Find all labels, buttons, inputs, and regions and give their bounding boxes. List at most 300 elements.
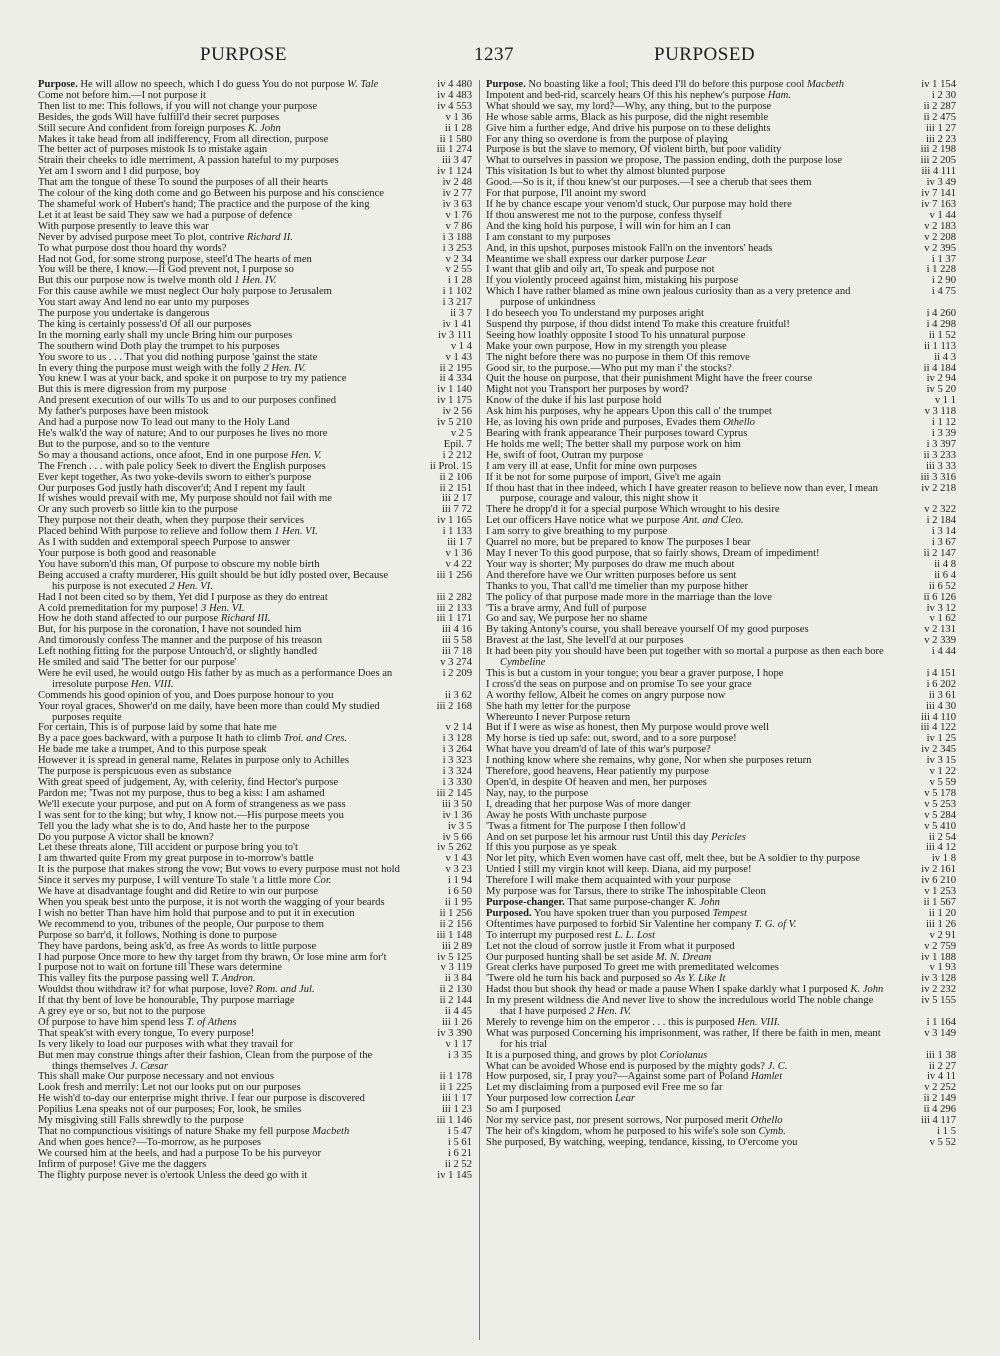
act-scene-line-reference: ii 2 475 bbox=[923, 111, 956, 123]
concordance-entry bbox=[38, 1171, 472, 1182]
play-title: Macbeth bbox=[806, 80, 845, 90]
headword: Purpose-changer. bbox=[486, 896, 565, 908]
act-scene-line-reference: iv 2 56 bbox=[442, 406, 472, 418]
play-title: Othello bbox=[723, 417, 755, 429]
quotation-text: In my present wildness die And never live to show the incredulous world The noble change that I have purposed bbox=[486, 995, 874, 1018]
quotation-text: Merely to revenge him on the emperor . . . this is purposed bbox=[486, 1016, 735, 1028]
quotation-text: You swore to us . . . That you did nothing purpose 'gainst the state bbox=[38, 351, 318, 363]
play-title: K. John bbox=[686, 896, 720, 908]
act-scene-line-reference: ii 4 8 bbox=[934, 558, 956, 570]
play-title: Lear bbox=[614, 1093, 635, 1105]
play-title: Macbeth bbox=[312, 1126, 350, 1137]
quotation-text: The better act of purposes mistook Is to mistake again bbox=[38, 144, 268, 156]
quotation-text: You have spoken truer than you purposed bbox=[533, 907, 710, 919]
quotation-text: Purpose is but the slave to memory, Of violent birth, but poor validity bbox=[486, 144, 782, 156]
quotation-text: This valley fits the purpose passing well bbox=[38, 973, 209, 985]
act-scene-line-reference: i 4 298 bbox=[926, 318, 956, 330]
quotation-text: And when goes hence?—To-morrow, as he purposes bbox=[38, 1136, 262, 1148]
quotation-text: The colour of the king doth come and go Between his purpose and his conscience bbox=[38, 188, 384, 200]
act-scene-line-reference: v 5 59 bbox=[929, 777, 956, 788]
act-scene-line-reference: ii 6 126 bbox=[923, 591, 956, 603]
act-scene-line-reference: ii 2 27 bbox=[928, 1060, 956, 1072]
act-scene-line-reference: Epil. 7 bbox=[443, 438, 472, 450]
quotation-text: 'Twere old he turn his back and purposed so bbox=[486, 973, 672, 985]
quotation-text: Make your own purpose, How in my strength you please bbox=[486, 340, 727, 352]
quotation-text: They have pardons, being ask'd, as free As words to little purpose bbox=[38, 940, 317, 952]
quotation-text: Thanks to you, That call'd me timelier than my purpose hither bbox=[486, 580, 749, 592]
act-scene-line-reference: iii 1 146 bbox=[436, 1115, 472, 1127]
quotation-text: I am very ill at ease, Unfit for mine own purposes bbox=[486, 460, 697, 472]
quotation-text: Meantime we shall express our darker purpose bbox=[486, 253, 684, 265]
quotation-text: By a pace goes backward, with a purpose It hath to climb bbox=[38, 733, 281, 745]
play-title: Hen. VIII. bbox=[737, 1016, 780, 1028]
play-title: K. John bbox=[850, 984, 884, 996]
act-scene-line-reference: iv 2 94 bbox=[926, 373, 956, 385]
quotation-text: Look fresh and merrily: Let not our looks put on our purposes bbox=[38, 1082, 301, 1094]
act-scene-line-reference: v 1 36 bbox=[445, 547, 472, 559]
quotation-text: With purpose presently to leave this war bbox=[38, 220, 209, 232]
quotation-text: Quarrel no more, but be prepared to know The purposes I bear bbox=[486, 537, 751, 549]
quotation-text: Let these threats alone, Till accident or purpose bring you to't bbox=[38, 842, 298, 854]
quotation-text: Placed behind With purpose to relieve and follow them bbox=[38, 526, 272, 538]
quotation-text: Your way is shorter; My purposes do draw me much about bbox=[486, 558, 735, 570]
play-title: Troi. and Cres. bbox=[283, 733, 348, 745]
quotation-text: It had been pity you should have been put together with so mortal a purpose as then each bore bbox=[486, 646, 884, 658]
quotation-text: The shameful work of Hubert's hand; The practice and the purpose of the king bbox=[38, 198, 370, 210]
act-scene-line-reference: iii 4 12 bbox=[925, 842, 956, 854]
act-scene-line-reference: ii 2 149 bbox=[923, 1093, 956, 1105]
act-scene-line-reference: ii 1 20 bbox=[928, 907, 956, 919]
act-scene-line-reference: i 3 323 bbox=[442, 755, 472, 767]
play-title: 3 Hen. VI. bbox=[201, 602, 245, 614]
act-scene-line-reference: v 5 284 bbox=[924, 809, 956, 821]
concordance-entry bbox=[486, 484, 956, 506]
act-scene-line-reference: iv 2 161 bbox=[921, 864, 956, 876]
quotation-text: My horse is tied up safe: out, sword, and to a sore purpose! bbox=[486, 733, 737, 745]
quotation-text: A worthy fellow, Albeit he comes on angry purpose now bbox=[486, 689, 726, 701]
quotation-text: Or any such proverb so little kin to the purpose bbox=[38, 504, 238, 516]
quotation-text: So may a thousand actions, once afoot, End in one purpose bbox=[38, 449, 289, 461]
quotation-text: The flighty purpose never is o'ertook Unless the deed go with it bbox=[38, 1169, 308, 1181]
act-scene-line-reference: v 2 34 bbox=[445, 253, 472, 265]
act-scene-line-reference: i 6 50 bbox=[447, 886, 472, 898]
headword: Purposed. bbox=[486, 907, 532, 919]
act-scene-line-reference: ii 1 113 bbox=[924, 340, 956, 352]
quotation-text: Still secure And confident from foreign purposes bbox=[38, 122, 246, 134]
act-scene-line-reference: v 1 93 bbox=[929, 962, 956, 974]
act-scene-line-reference: iv 1 140 bbox=[437, 384, 472, 396]
act-scene-line-reference: iv 4 483 bbox=[437, 89, 472, 101]
act-scene-line-reference: ii 2 52 bbox=[444, 1158, 472, 1170]
quotation-text: We recommend to you, tribunes of the people, Our purpose to them bbox=[38, 918, 324, 930]
quotation-text: Seeing how loathly opposite I stood To his unnatural purpose bbox=[486, 329, 746, 341]
act-scene-line-reference: v 2 183 bbox=[924, 220, 956, 232]
quotation-text: Ever kept together, As two yoke-devils sworn to either's purpose bbox=[38, 471, 312, 483]
quotation-text: How purposed, sir, I pray you?—Against some part of Poland bbox=[486, 1071, 749, 1083]
quotation-text: My misgiving still Falls shrewdly to the purpose bbox=[38, 1115, 244, 1127]
act-scene-line-reference: iii 4 111 bbox=[921, 166, 956, 178]
act-scene-line-reference: ii 2 156 bbox=[439, 918, 472, 930]
play-title: L. L. Lost bbox=[614, 929, 656, 941]
act-scene-line-reference: iii 2 133 bbox=[436, 602, 472, 614]
play-title: Richard III. bbox=[220, 613, 271, 625]
concordance-entry bbox=[38, 1051, 472, 1073]
act-scene-line-reference: ii 3 233 bbox=[923, 449, 956, 461]
act-scene-line-reference: iv 5 210 bbox=[437, 417, 472, 429]
play-title: Rom. and Jul. bbox=[255, 984, 315, 996]
concordance-entry bbox=[38, 702, 472, 724]
act-scene-line-reference: iv 1 25 bbox=[926, 733, 956, 745]
quotation-text: We have at disadvantage fought and did Retire to win our purpose bbox=[38, 886, 319, 898]
quotation-text: If you violently proceed against him, mistaking his purpose bbox=[486, 275, 739, 287]
quotation-text: Infirm of purpose! Give me the daggers bbox=[38, 1158, 207, 1170]
act-scene-line-reference: i 3 330 bbox=[442, 777, 472, 788]
quotation-text: And therefore have we Our written purposes before us sent bbox=[486, 569, 737, 581]
quotation-text: Pardon me; 'Twas not my purpose, thus to beg a kiss: I am ashamed bbox=[38, 787, 325, 799]
quotation-text: I, dreading that her purpose Was of more danger bbox=[486, 798, 691, 810]
act-scene-line-reference: v 2 252 bbox=[924, 1082, 956, 1094]
act-scene-line-reference: iv 2 345 bbox=[921, 744, 956, 756]
act-scene-line-reference: iv 5 262 bbox=[437, 842, 472, 854]
concordance-entry bbox=[486, 996, 956, 1018]
quotation-text: What have you dream'd of late of this war's purpose? bbox=[486, 744, 711, 756]
act-scene-line-reference: v 2 91 bbox=[929, 929, 956, 941]
concordance-entry bbox=[486, 1029, 956, 1051]
quotation-text: I am thwarted quite From my great purpose in to-morrow's battle bbox=[38, 853, 314, 865]
headword: Purpose. bbox=[486, 80, 526, 90]
act-scene-line-reference: iii 4 16 bbox=[441, 624, 472, 636]
act-scene-line-reference: ii 1 256 bbox=[439, 907, 472, 919]
quotation-text: But to the purpose, and so to the venture bbox=[38, 438, 210, 450]
quotation-text: He, swift of foot, Outran my purpose bbox=[486, 449, 644, 461]
act-scene-line-reference: ii 1 52 bbox=[928, 329, 956, 341]
act-scene-line-reference: ii 1 225 bbox=[439, 1082, 472, 1094]
quotation-text: Of purpose to have him spend less bbox=[38, 1016, 184, 1028]
play-title: 2 Hen. IV. bbox=[588, 1006, 632, 1018]
quotation-text: The purpose is perspicuous even as substance bbox=[38, 766, 232, 778]
quotation-text: For that purpose, I'll anoint my sword bbox=[486, 188, 646, 200]
act-scene-line-reference: v 1 44 bbox=[929, 209, 956, 221]
act-scene-line-reference: i 5 47 bbox=[447, 1126, 472, 1137]
act-scene-line-reference: ii 1 178 bbox=[439, 1071, 472, 1083]
act-scene-line-reference: ii 4 184 bbox=[923, 362, 956, 374]
act-scene-line-reference: i 1 228 bbox=[926, 264, 956, 276]
act-scene-line-reference: iv 2 77 bbox=[442, 188, 472, 200]
quotation-text: However it is spread in general name, Relates in purpose only to Achilles bbox=[38, 755, 349, 767]
act-scene-line-reference: iv 2 232 bbox=[921, 984, 956, 996]
quotation-text: Good.—So is it, if thou knew'st our purposes.—I see a cherub that sees them bbox=[486, 177, 812, 189]
quotation-text: That same purpose-changer bbox=[567, 896, 685, 908]
quotation-text: Impotent and bed-rid, scarcely hears Of this his nephew's purpose bbox=[486, 89, 766, 101]
play-title: Lear bbox=[686, 253, 707, 265]
quotation-text: But if I were as wise as honest, then My purpose would prove well bbox=[486, 722, 770, 734]
quotation-text: Quit the house on purpose, that their punishment Might have the freer course bbox=[486, 373, 813, 385]
play-title: Hamlet bbox=[750, 1071, 783, 1083]
quotation-text: When you speak best unto the purpose, it is not worth the wagging of your beards bbox=[38, 896, 385, 908]
act-scene-line-reference: v 2 395 bbox=[924, 242, 956, 254]
quotation-text: Nor my service past, nor present sorrows, Nor purposed merit bbox=[486, 1115, 749, 1127]
quotation-text: I was sent for to the king; but why, I know not.—His purpose meets you bbox=[38, 809, 344, 821]
act-scene-line-reference: iv 1 8 bbox=[931, 853, 956, 865]
act-scene-line-reference: ii 4 334 bbox=[439, 373, 472, 385]
act-scene-line-reference: iii 1 26 bbox=[925, 918, 956, 930]
act-scene-line-reference: iii 2 17 bbox=[441, 493, 472, 505]
act-scene-line-reference: iv 5 125 bbox=[437, 951, 472, 963]
act-scene-line-reference: v 1 4 bbox=[450, 340, 472, 352]
act-scene-line-reference: iii 1 148 bbox=[436, 929, 472, 941]
quotation-text: Your royal graces, Shower'd on me daily, have been more than could My studied purposes requite bbox=[38, 700, 380, 723]
act-scene-line-reference: v 1 76 bbox=[445, 209, 472, 221]
quotation-text: Our purposes God justly hath discover'd; And I repent my fault bbox=[38, 482, 306, 494]
act-scene-line-reference: ii 1 567 bbox=[923, 896, 956, 908]
act-scene-line-reference: iii 3 316 bbox=[920, 471, 956, 483]
quotation-text: A grey eye or so, but not to the purpose bbox=[38, 1006, 206, 1018]
act-scene-line-reference: iv 4 11 bbox=[926, 1071, 956, 1083]
header-left-keyword: PURPOSE bbox=[200, 44, 287, 65]
act-scene-line-reference: i 1 133 bbox=[442, 526, 472, 538]
quotation-text: Yet am I sworn and I did purpose, boy bbox=[38, 166, 201, 178]
act-scene-line-reference: i 3 397 bbox=[926, 438, 956, 450]
play-title: Cor. bbox=[313, 875, 332, 887]
act-scene-line-reference: i 1 94 bbox=[447, 875, 472, 887]
concordance-entry bbox=[486, 647, 956, 669]
quotation-text: This shall make Our purpose necessary and not envious bbox=[38, 1071, 274, 1083]
play-title: K. John bbox=[247, 122, 281, 134]
act-scene-line-reference: ii 4 45 bbox=[444, 1006, 472, 1018]
act-scene-line-reference: ii 2 147 bbox=[923, 547, 956, 559]
quotation-text: What should we say, my lord?—Why, any thing, but to the purpose bbox=[486, 100, 772, 112]
act-scene-line-reference: iii 1 38 bbox=[925, 1049, 956, 1061]
act-scene-line-reference: i 4 44 bbox=[931, 646, 956, 658]
act-scene-line-reference: v 3 23 bbox=[445, 864, 472, 876]
quotation-text: We coursed him at the heels, and had a purpose To be his purveyor bbox=[38, 1147, 321, 1159]
act-scene-line-reference: iii 1 7 bbox=[447, 537, 472, 549]
quotation-text: I nothing know where she remains, why gone, Nor when she purposes return bbox=[486, 755, 812, 767]
act-scene-line-reference: i 4 75 bbox=[931, 286, 956, 298]
quotation-text: She purposed, By watching, weeping, tendance, kissing, to O'ercome you bbox=[486, 1136, 798, 1148]
quotation-text: Were he evil used, he would outgo His father by as much as a performance Does an irresolute purpose bbox=[38, 667, 393, 690]
quotation-text: This is but a custom in your tongue; you bear a graver purpose, I hope bbox=[486, 667, 784, 679]
act-scene-line-reference: v 3 118 bbox=[924, 406, 956, 418]
quotation-text: Nor let pity, which Even women have cast off, melt thee, but be A soldier to thy purpose bbox=[486, 853, 860, 865]
quotation-text: Bravest at the last, She levell'd at our purposes bbox=[486, 635, 684, 647]
quotation-text: If wishes would prevail with me, My purpose should not fail with me bbox=[38, 493, 332, 505]
act-scene-line-reference: i 3 128 bbox=[442, 733, 472, 745]
quotation-text: 'Tis a brave army, And full of purpose bbox=[486, 602, 647, 614]
play-title: 2 Hen. IV. bbox=[263, 362, 306, 374]
act-scene-line-reference: iii 2 282 bbox=[436, 591, 472, 603]
act-scene-line-reference: iii 1 23 bbox=[441, 1104, 472, 1116]
quotation-text: Nay, nay, to the purpose bbox=[486, 787, 589, 799]
quotation-text: He's walk'd the way of nature; And to our purposes he lives no more bbox=[38, 428, 328, 439]
concordance-entry bbox=[38, 571, 472, 593]
act-scene-line-reference: ii 3 61 bbox=[928, 689, 956, 701]
quotation-text: Let my disclaiming from a purposed evil Free me so far bbox=[486, 1082, 723, 1094]
act-scene-line-reference: v 3 119 bbox=[440, 962, 472, 974]
act-scene-line-reference: ii 2 54 bbox=[928, 831, 956, 843]
quotation-text: I do beseech you To understand my purposes aright bbox=[486, 308, 704, 320]
quotation-text: A cold premeditation for my purpose! bbox=[38, 602, 199, 614]
act-scene-line-reference: i 4 151 bbox=[926, 667, 956, 679]
act-scene-line-reference: ii 6 4 bbox=[934, 569, 956, 581]
act-scene-line-reference: iii 2 205 bbox=[920, 155, 956, 167]
quotation-text: Let not the cloud of sorrow justle it From what it purposed bbox=[486, 940, 735, 952]
quotation-text: He whose sable arms, Black as his purpose, did the night resemble bbox=[486, 111, 769, 123]
quotation-text: You knew I was at your back, and spoke it on purpose to try my patience bbox=[38, 373, 347, 385]
act-scene-line-reference: iv 3 49 bbox=[926, 177, 956, 189]
act-scene-line-reference: i 1 28 bbox=[447, 275, 472, 287]
quotation-text: Know of the duke if his last purpose hold bbox=[486, 395, 662, 407]
quotation-text: He smiled and said 'The better for our purpose' bbox=[38, 657, 237, 669]
act-scene-line-reference: v 4 22 bbox=[445, 558, 472, 570]
quotation-text: 'Twas a fitment for The purpose I then follow'd bbox=[486, 820, 686, 832]
act-scene-line-reference: ii 2 130 bbox=[439, 984, 472, 996]
act-scene-line-reference: iii 5 58 bbox=[441, 635, 472, 647]
quotation-text: I want that glib and oily art, To speak and purpose not bbox=[486, 264, 715, 276]
quotation-text: I am constant to my purposes bbox=[486, 231, 611, 243]
act-scene-line-reference: v 1 17 bbox=[445, 1038, 472, 1050]
play-title: Richard II. bbox=[246, 231, 293, 243]
act-scene-line-reference: ii 1 580 bbox=[439, 133, 472, 145]
quotation-text: Let our officers Have notice what we purpose bbox=[486, 515, 680, 527]
quotation-text: Go and say, We purpose her no shame bbox=[486, 613, 648, 625]
quotation-text: Away he posts With unchaste purpose bbox=[486, 809, 647, 821]
act-scene-line-reference: iv 5 66 bbox=[442, 831, 472, 843]
quotation-text: Might not you Transport her purposes by word? bbox=[486, 384, 689, 396]
act-scene-line-reference: i 2 30 bbox=[931, 89, 956, 101]
quotation-text: Popilius Lena speaks not of our purposes; For, look, he smiles bbox=[38, 1104, 302, 1116]
quotation-text: It is a purposed thing, and grows by plot bbox=[486, 1049, 657, 1061]
quotation-text: Oftentimes have purposed to forbid Sir Valentine her company bbox=[486, 918, 752, 930]
act-scene-line-reference: iv 2 218 bbox=[921, 482, 956, 494]
play-title: Pericles bbox=[711, 831, 746, 843]
quotation-text: Strain their cheeks to idle merriment, A passion hateful to my purposes bbox=[38, 155, 339, 167]
act-scene-line-reference: v 2 55 bbox=[445, 264, 472, 276]
act-scene-line-reference: iii 2 89 bbox=[441, 940, 472, 952]
act-scene-line-reference: ii 3 84 bbox=[444, 973, 472, 985]
quotation-text: This visitation Is but to whet thy almost blunted purpose bbox=[486, 166, 726, 178]
quotation-text: If it be not for some purpose of import, Give't me again bbox=[486, 471, 721, 483]
act-scene-line-reference: iii 3 33 bbox=[925, 460, 956, 472]
act-scene-line-reference: i 3 188 bbox=[442, 231, 472, 243]
quotation-text: Bearing with frank appearance Their purposes toward Cyprus bbox=[486, 428, 748, 439]
act-scene-line-reference: v 1 253 bbox=[924, 886, 956, 898]
quotation-text: Therefore, good heavens, Hear patiently my purpose bbox=[486, 766, 709, 778]
quotation-text: Whereunto I never Purpose return bbox=[486, 711, 631, 723]
act-scene-line-reference: iii 1 17 bbox=[441, 1093, 472, 1105]
play-title: Hen. VIII. bbox=[130, 678, 174, 690]
act-scene-line-reference: i 1 37 bbox=[931, 253, 956, 265]
act-scene-line-reference: iv 5 155 bbox=[921, 995, 956, 1007]
concordance-entry bbox=[486, 1138, 956, 1149]
act-scene-line-reference: i 1 5 bbox=[937, 1126, 956, 1137]
act-scene-line-reference: i 3 253 bbox=[442, 242, 472, 254]
act-scene-line-reference: v 2 5 bbox=[450, 428, 472, 439]
act-scene-line-reference: iv 2 48 bbox=[442, 177, 472, 189]
act-scene-line-reference: ii 2 144 bbox=[439, 995, 472, 1007]
act-scene-line-reference: iv 1 154 bbox=[921, 80, 956, 90]
quotation-text: Good sir, to the purpose.—Who put my man i' the stocks? bbox=[486, 362, 732, 374]
quotation-text: If this you purpose as ye speak bbox=[486, 842, 617, 854]
play-title: Ham. bbox=[767, 89, 791, 101]
quotation-text: And, in this upshot, purposes mistook Fall'n on the inventors' heads bbox=[486, 242, 773, 254]
quotation-text: Let it at least be said They saw we had a purpose of defence bbox=[38, 209, 293, 221]
quotation-text: Since it serves my purpose, I will venture To stale 't a little more bbox=[38, 875, 311, 887]
act-scene-line-reference: v 3 274 bbox=[440, 657, 472, 669]
act-scene-line-reference: iii 3 50 bbox=[441, 798, 472, 810]
quotation-text: Wouldst thou withdraw it? for what purpose, love? bbox=[38, 984, 254, 996]
act-scene-line-reference: ii 4 296 bbox=[923, 1104, 956, 1116]
act-scene-line-reference: ii 3 7 bbox=[450, 308, 472, 320]
quotation-text: Great clerks have purposed To greet me with premeditated welcomes bbox=[486, 962, 779, 974]
quotation-text: By taking Antony's course, you shall bereave yourself Of my good purposes bbox=[486, 624, 809, 636]
act-scene-line-reference: iii 7 18 bbox=[441, 646, 472, 658]
act-scene-line-reference: v 1 22 bbox=[929, 766, 956, 778]
act-scene-line-reference: v 1 1 bbox=[934, 395, 956, 407]
act-scene-line-reference: v 5 410 bbox=[924, 820, 956, 832]
act-scene-line-reference: v 2 14 bbox=[445, 722, 472, 734]
quotation-text: Your purpose is both good and reasonable bbox=[38, 547, 216, 559]
quotation-text: How he doth stand affected to our purpose bbox=[38, 613, 219, 625]
quotation-text: You will be there, I know.—If God prevent not, I purpose so bbox=[38, 264, 294, 276]
quotation-text: In every thing the purpose must weigh with the folly bbox=[38, 362, 261, 374]
quotation-text: Open'd, in despite Of heaven and men, her purposes bbox=[486, 777, 707, 788]
quotation-text: I wish no better Than have him hold that purpose and to put it in execution bbox=[38, 907, 355, 919]
quotation-text: In the morning early shall my uncle Bring him our purposes bbox=[38, 329, 293, 341]
act-scene-line-reference: v 2 208 bbox=[924, 231, 956, 243]
act-scene-line-reference: iii 4 30 bbox=[925, 700, 956, 712]
quotation-text: It is the purpose that makes strong the vow; But vows to every purpose must not hold bbox=[38, 864, 400, 876]
play-title: Tempest bbox=[712, 907, 747, 919]
act-scene-line-reference: iii 1 27 bbox=[925, 122, 956, 134]
play-title: 1 Hen. VI. bbox=[274, 526, 318, 538]
quotation-text: For this cause awhile we must neglect Our holy purpose to Jerusalem bbox=[38, 286, 332, 298]
quotation-text: That no compunctious visitings of nature Shake my fell purpose bbox=[38, 1126, 310, 1137]
quotation-text: Left nothing fitting for the purpose Untouch'd, or slightly handled bbox=[38, 646, 318, 658]
quotation-text: They purpose not their death, when they purpose their services bbox=[38, 515, 304, 527]
act-scene-line-reference: iv 1 124 bbox=[437, 166, 472, 178]
act-scene-line-reference: i 1 12 bbox=[931, 417, 956, 429]
quotation-text: He holds me well; The better shall my purpose work on him bbox=[486, 438, 741, 450]
play-title: T. G. of V. bbox=[754, 918, 797, 930]
quotation-text: But men may construe things after their fashion, Clean from the purpose of the things themselves bbox=[38, 1049, 373, 1072]
quotation-text: Had I not been cited so by them, Yet did I purpose as they do entreat bbox=[38, 591, 328, 603]
play-title: Othello bbox=[750, 1115, 783, 1127]
play-title: J. C. bbox=[767, 1060, 788, 1072]
quotation-text: The purpose you undertake is dangerous bbox=[38, 308, 210, 320]
quotation-text: Suspend thy purpose, if thou didst intend To make this creature fruitful! bbox=[486, 318, 790, 330]
play-title: J. Cæsar bbox=[130, 1060, 168, 1072]
play-title: As Y. Like It bbox=[674, 973, 726, 985]
act-scene-line-reference: iii 1 256 bbox=[436, 569, 472, 581]
column-divider bbox=[479, 80, 480, 1340]
quotation-text: Tell you the lady what she is to do, And haste her to the purpose bbox=[38, 820, 310, 832]
quotation-text: Then list to me: This follows, if you will not change your purpose bbox=[38, 100, 318, 112]
act-scene-line-reference: ii 2 287 bbox=[923, 100, 956, 112]
quotation-text: Come not before him.—I not purpose it bbox=[38, 89, 206, 101]
act-scene-line-reference: i 5 61 bbox=[447, 1136, 472, 1148]
play-title: 2 Hen. VI. bbox=[169, 580, 213, 592]
quotation-text: My purpose was for Tarsus, there to strike The inhospitable Cleon bbox=[486, 886, 766, 898]
act-scene-line-reference: iii 2 145 bbox=[436, 787, 472, 799]
act-scene-line-reference: i 3 324 bbox=[442, 766, 472, 778]
quotation-text: Your purposed low correction bbox=[486, 1093, 613, 1105]
play-title: W. Tale bbox=[347, 80, 379, 90]
act-scene-line-reference: ii 2 195 bbox=[439, 362, 472, 374]
act-scene-line-reference: i 3 14 bbox=[931, 526, 956, 538]
act-scene-line-reference: iv 7 163 bbox=[921, 198, 956, 210]
act-scene-line-reference: iv 1 36 bbox=[442, 809, 472, 821]
